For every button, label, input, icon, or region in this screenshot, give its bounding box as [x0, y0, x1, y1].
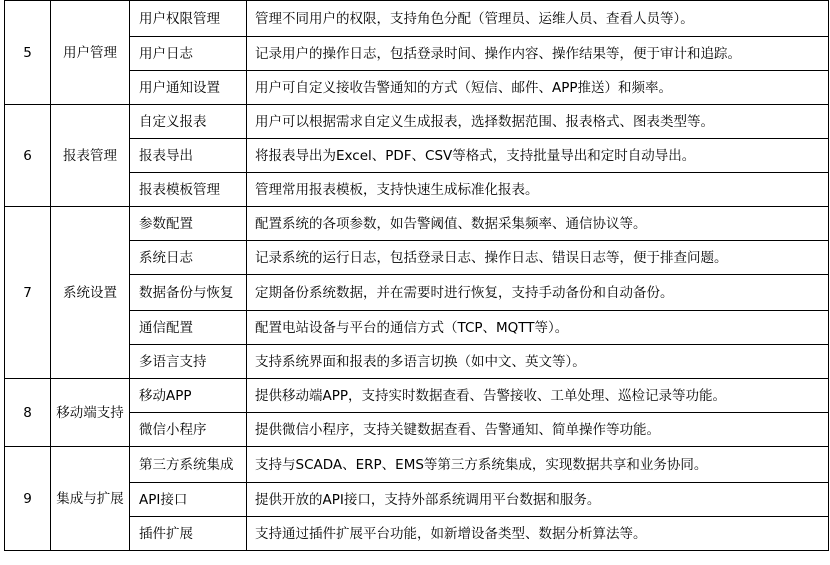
feature-description-cell: 配置系统的各项参数，如告警阈值、数据采集频率、通信协议等。 — [247, 207, 829, 241]
feature-description-cell: 管理不同用户的权限，支持角色分配（管理员、运维人员、查看人员等）。 — [247, 1, 829, 37]
feature-description-cell: 定期备份系统数据，并在需要时进行恢复，支持手动备份和自动备份。 — [247, 275, 829, 311]
group-category-cell: 报表管理 — [51, 105, 130, 207]
feature-name-cell: 用户权限管理 — [130, 1, 247, 37]
feature-name-cell: 参数配置 — [130, 207, 247, 241]
feature-description-cell: 将报表导出为Excel、PDF、CSV等格式，支持批量导出和定时自动导出。 — [247, 139, 829, 173]
feature-name-cell: 系统日志 — [130, 241, 247, 275]
group-number-cell: 8 — [5, 379, 51, 447]
feature-description-cell: 提供移动端APP，支持实时数据查看、告警接收、工单处理、巡检记录等功能。 — [247, 379, 829, 413]
feature-description-cell: 支持系统界面和报表的多语言切换（如中文、英文等）。 — [247, 345, 829, 379]
feature-name-cell: 自定义报表 — [130, 105, 247, 139]
table-row — [5, 207, 829, 241]
table-row — [5, 379, 829, 413]
group-category-cell: 系统设置 — [51, 207, 130, 379]
feature-description-cell: 支持通过插件扩展平台功能，如新增设备类型、数据分析算法等。 — [247, 517, 829, 551]
feature-spec-table-body — [5, 1, 829, 551]
feature-spec-table — [4, 0, 829, 551]
feature-name-cell: 数据备份与恢复 — [130, 275, 247, 311]
feature-name-cell: 插件扩展 — [130, 517, 247, 551]
feature-name-cell: API接口 — [130, 483, 247, 517]
feature-name-cell: 移动APP — [130, 379, 247, 413]
group-number-cell: 6 — [5, 105, 51, 207]
table-row — [5, 105, 829, 139]
feature-description-cell: 提供开放的API接口，支持外部系统调用平台数据和服务。 — [247, 483, 829, 517]
group-category-cell: 移动端支持 — [51, 379, 130, 447]
table-row — [5, 1, 829, 37]
feature-name-cell: 用户日志 — [130, 37, 247, 71]
feature-name-cell: 报表模板管理 — [130, 173, 247, 207]
group-category-cell: 集成与扩展 — [51, 447, 130, 551]
feature-name-cell: 通信配置 — [130, 311, 247, 345]
feature-name-cell: 第三方系统集成 — [130, 447, 247, 483]
feature-description-cell: 用户可自定义接收告警通知的方式（短信、邮件、APP推送）和频率。 — [247, 71, 829, 105]
feature-name-cell: 报表导出 — [130, 139, 247, 173]
feature-description-cell: 提供微信小程序，支持关键数据查看、告警通知、简单操作等功能。 — [247, 413, 829, 447]
feature-description-cell: 管理常用报表模板，支持快速生成标准化报表。 — [247, 173, 829, 207]
feature-description-cell: 用户可以根据需求自定义生成报表，选择数据范围、报表格式、图表类型等。 — [247, 105, 829, 139]
group-number-cell: 7 — [5, 207, 51, 379]
feature-name-cell: 用户通知设置 — [130, 71, 247, 105]
feature-description-cell: 记录用户的操作日志，包括登录时间、操作内容、操作结果等，便于审计和追踪。 — [247, 37, 829, 71]
table-row — [5, 447, 829, 483]
feature-description-cell: 记录系统的运行日志，包括登录日志、操作日志、错误日志等，便于排查问题。 — [247, 241, 829, 275]
feature-name-cell: 微信小程序 — [130, 413, 247, 447]
group-number-cell: 9 — [5, 447, 51, 551]
feature-name-cell: 多语言支持 — [130, 345, 247, 379]
group-number-cell: 5 — [5, 1, 51, 105]
feature-description-cell: 配置电站设备与平台的通信方式（TCP、MQTT等）。 — [247, 311, 829, 345]
group-category-cell: 用户管理 — [51, 1, 130, 105]
feature-description-cell: 支持与SCADA、ERP、EMS等第三方系统集成，实现数据共享和业务协同。 — [247, 447, 829, 483]
